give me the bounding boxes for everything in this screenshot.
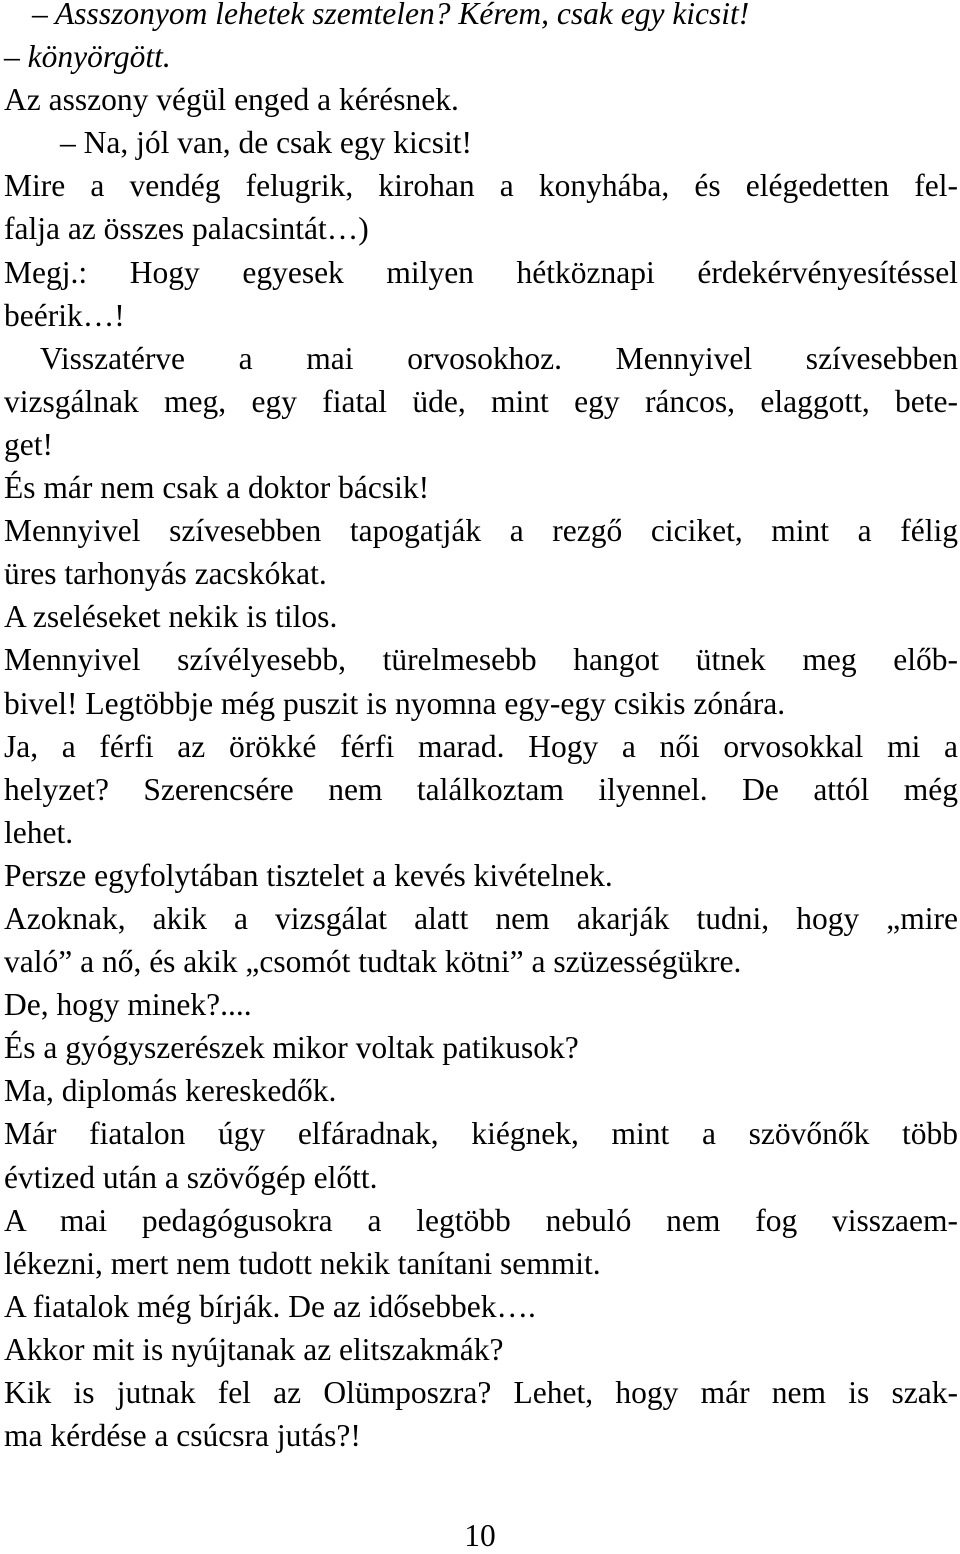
- text-line: Mennyivel szívélyesebb, türelmesebb hangot ütnek meg előb-: [4, 642, 958, 678]
- text-line: Megj.: Hogy egyesek milyen hétköznapi érdekérvényesítéssel: [4, 254, 958, 290]
- text-line: – Assszonyom lehetek szemtelen? Kérem, csak egy kicsit!: [32, 0, 750, 31]
- text-line: bivel! Legtöbbje még puszit is nyomna egy-egy csikis zónára.: [4, 685, 786, 721]
- text-line: És már nem csak a doktor bácsik!: [4, 470, 430, 506]
- text-line: falja az összes palacsintát…): [4, 211, 369, 247]
- text-line: Az asszony végül enged a kérésnek.: [4, 82, 459, 118]
- text-line: lékezni, mert nem tudott nekik tanítani semmit.: [4, 1245, 601, 1281]
- text-line: A zseléseket nekik is tilos.: [4, 599, 338, 635]
- body-text: [4, 0, 958, 1457]
- text-line: lehet.: [4, 814, 74, 850]
- text-line: vizsgálnak meg, egy fiatal üde, mint egy ráncos, elaggott, bete-: [4, 383, 958, 419]
- text-line: Ma, diplomás kereskedők.: [4, 1073, 337, 1109]
- text-line: Persze egyfolytában tisztelet a kevés kivételnek.: [4, 857, 613, 893]
- text-line: – Na, jól van, de csak egy kicsit!: [60, 125, 473, 161]
- text-line: Visszatérve a mai orvosokhoz. Mennyivel szívesebben: [40, 340, 958, 376]
- text-line: Azoknak, akik a vizsgálat alatt nem akarják tudni, hogy „mire: [4, 900, 958, 936]
- text-line: évtized után a szövőgép előtt.: [4, 1159, 378, 1195]
- text-line: való” a nő, és akik „csomót tudtak kötni” a szüzességükre.: [4, 944, 742, 980]
- text-line: A mai pedagógusokra a legtöbb nebuló nem fog visszaem-: [4, 1202, 958, 1238]
- text-line: Ja, a férfi az örökké férfi marad. Hogy a női orvosokkal mi a: [4, 728, 958, 764]
- text-line: Mire a vendég felugrik, kirohan a konyhába, és elégedetten fel-: [4, 168, 958, 204]
- text-line: get!: [4, 426, 53, 462]
- text-line: üres tarhonyás zacskókat.: [4, 556, 327, 592]
- text-line: Akkor mit is nyújtanak az elitszakmák?: [4, 1331, 504, 1367]
- text-line: Mennyivel szívesebben tapogatják a rezgő ciciket, mint a félig: [4, 513, 958, 549]
- text-line: Kik is jutnak fel az Olümposzra? Lehet, hogy már nem is szak-: [4, 1375, 958, 1410]
- text-line: helyzet? Szerencsére nem találkoztam ilyennel. De attól még: [4, 771, 958, 807]
- text-line: – könyörgött.: [4, 39, 171, 75]
- page-number: 10: [464, 1518, 496, 1553]
- text-line: Már fiatalon úgy elfáradnak, kiégnek, mint a szövőnők több: [4, 1116, 958, 1152]
- text-line: A fiatalok még bírják. De az idősebbek….: [4, 1288, 536, 1324]
- text-line: ma kérdése a csúcsra jutás?!: [4, 1418, 361, 1454]
- text-line: És a gyógyszerészek mikor voltak patikusok?: [4, 1030, 579, 1066]
- text-line: De, hogy minek?....: [4, 987, 252, 1023]
- text-line: beérik…!: [4, 297, 125, 333]
